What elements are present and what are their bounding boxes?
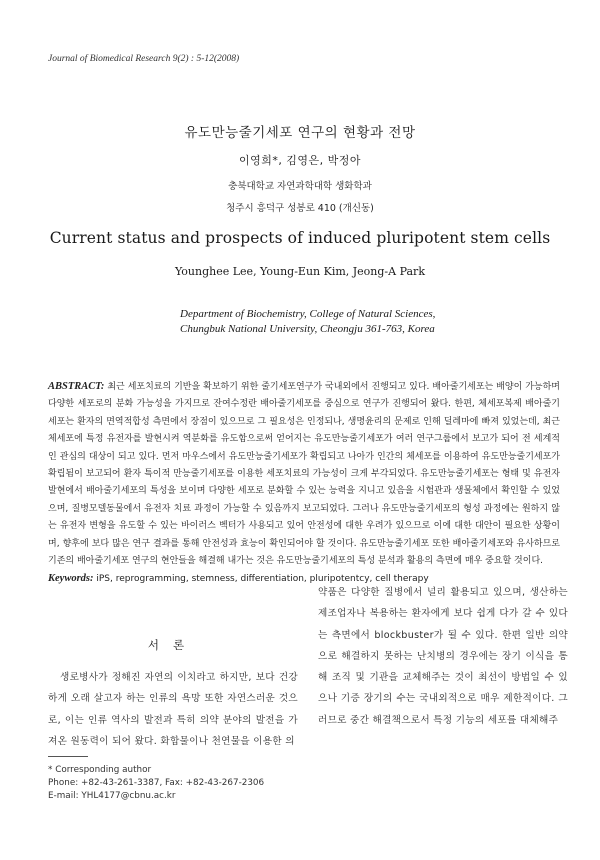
english-affiliation-line-1: Department of Biochemistry, College of Natural Sciences,: [180, 308, 436, 320]
footnote-corresponding: * Corresponding author: [48, 765, 152, 775]
body-left-column: [48, 667, 298, 752]
english-affiliation-line-2: Chungbuk National University, Cheongju 361-763, Korea: [180, 323, 435, 335]
footnote-email: E-mail: YHL4177@cbnu.ac.kr: [48, 791, 176, 801]
footnote-phone: Phone: +82-43-261-3387, Fax: +82-43-267-2306: [48, 778, 265, 788]
korean-authors: 이영희*, 김영은, 박정아: [238, 154, 362, 167]
body-left-text: 생로병사가 정해진 자연의 이치라고 하지만, 보다 건강하게 오래 살고자 하는 인류의 욕망 또한 자연스러운 것으로, 이는 인류 역사의 발전과 특히 의약 분야의 발전을 가져온 원동력이 되어 왔다. 화합물이나 천연물을 이용한 의: [48, 672, 298, 747]
english-authors: Younghee Lee, Young-Eun Kim, Jeong-A Park: [175, 265, 425, 278]
korean-affiliation: 충북대학교 자연과학대학 생화학과: [228, 181, 372, 192]
body-right-column: [318, 582, 568, 731]
body-right-text: 약품은 다양한 질병에서 널리 활용되고 있으며, 생산하는 제조업자나 복용하는 환자에게 보다 쉽게 다가 갈 수 있다는 측면에서 blockbuster가 될 수 있다. 한편 일반 의약으로 해결하지 못하는 난치병의 경우에는 장기 이식을 통해 조직 및 기관을 교체해주는 것이 최선이 방법일 수 있으나 기증 장기의 수는 국내외적으로 매우 제한적이다. 그러므로 중간 해결책으로서 특정 기능의 세포를 대체해주: [318, 587, 568, 726]
english-title: Current status and prospects of induced pluripotent stem cells: [49, 229, 551, 247]
korean-address: 청주시 흥덕구 성봉로 410 (개신동): [226, 203, 374, 214]
keywords-text: iPS, reprogramming, stemness, differentiation, pluripotentcy, cell therapy: [93, 574, 429, 584]
abstract: [48, 378, 560, 570]
keywords-label: Keywords:: [48, 573, 94, 584]
korean-title: 유도만능줄기세포 연구의 현황과 전망: [184, 125, 416, 141]
footnote: [48, 764, 264, 803]
abstract-label: ABSTRACT:: [48, 381, 105, 392]
footnote-divider: [48, 756, 88, 757]
section-heading-introduction: 서론: [147, 638, 199, 652]
abstract-text: 최근 세포치료의 기반을 확보하기 위한 줄기세포연구가 국내외에서 진행되고 있다. 배아줄기세포는 배양이 가능하며 다양한 세포로의 분화 가능성을 가지므로 잔여수정란 배아줄기세포를 중심으로 연구가 진행되어 왔다. 한편, 체세포복제 배아줄기세포는 환자의 면역적합성 측면에서 장점이 있으므로 그 필요성은 인정되나, 생명윤리의 문제로 인해 딜레마에 빠져 있었는데, 최근 체세포에 특정 유전자를 발현시켜 역분화를 유도함으로써 얻어지는 유도만능줄기세포가 여러 연구그룹에서 보고가 되어 전 세계적인 관심의 대상이 되고 있다. 먼저 마우스에서 유도만능줄기세포가 확립되고 나아가 인간의 체세포를 이용하여 유도만능줄기세포가 확립됨이 보고되어 환자 특이적 만능줄기세포를 이용한 세포치료의 가능성이 크게 부각되었다. 유도만능줄기세포는 형태 및 유전자 발현에서 배아줄기세포의 특성을 보이며 다양한 세포로 분화할 수 있는 능력을 지니고 있음을 시험관과 생물체에서 확인할 수 있었으며, 질병모델동물에서 유전자 치료 과정이 가능할 수 있음까지 보고되었다. 그러나 유도만능줄기세포의 형성 과정에는 원하지 않는 유전자 변형을 유도할 수 있는 바이러스 벡터가 사용되고 있어 안전성에 대한 우려가 있으므로 이에 대한 대안이 필요한 상황이며, 향후에 보다 많은 연구 결과를 통해 안전성과 효능이 확인되어야 할 것이다. 유도만능줄기세포 또한 배아줄기세포와 유사하므로 기존의 배아줄기세포 연구의 현안들을 해결해 내가는 것은 유도만능줄기세포의 특성 분석과 활용의 측면에 매우 중요할 것이다.: [48, 382, 560, 567]
journal-citation: Journal of Biomedical Research 9(2) : 5-12(2008): [48, 54, 240, 64]
